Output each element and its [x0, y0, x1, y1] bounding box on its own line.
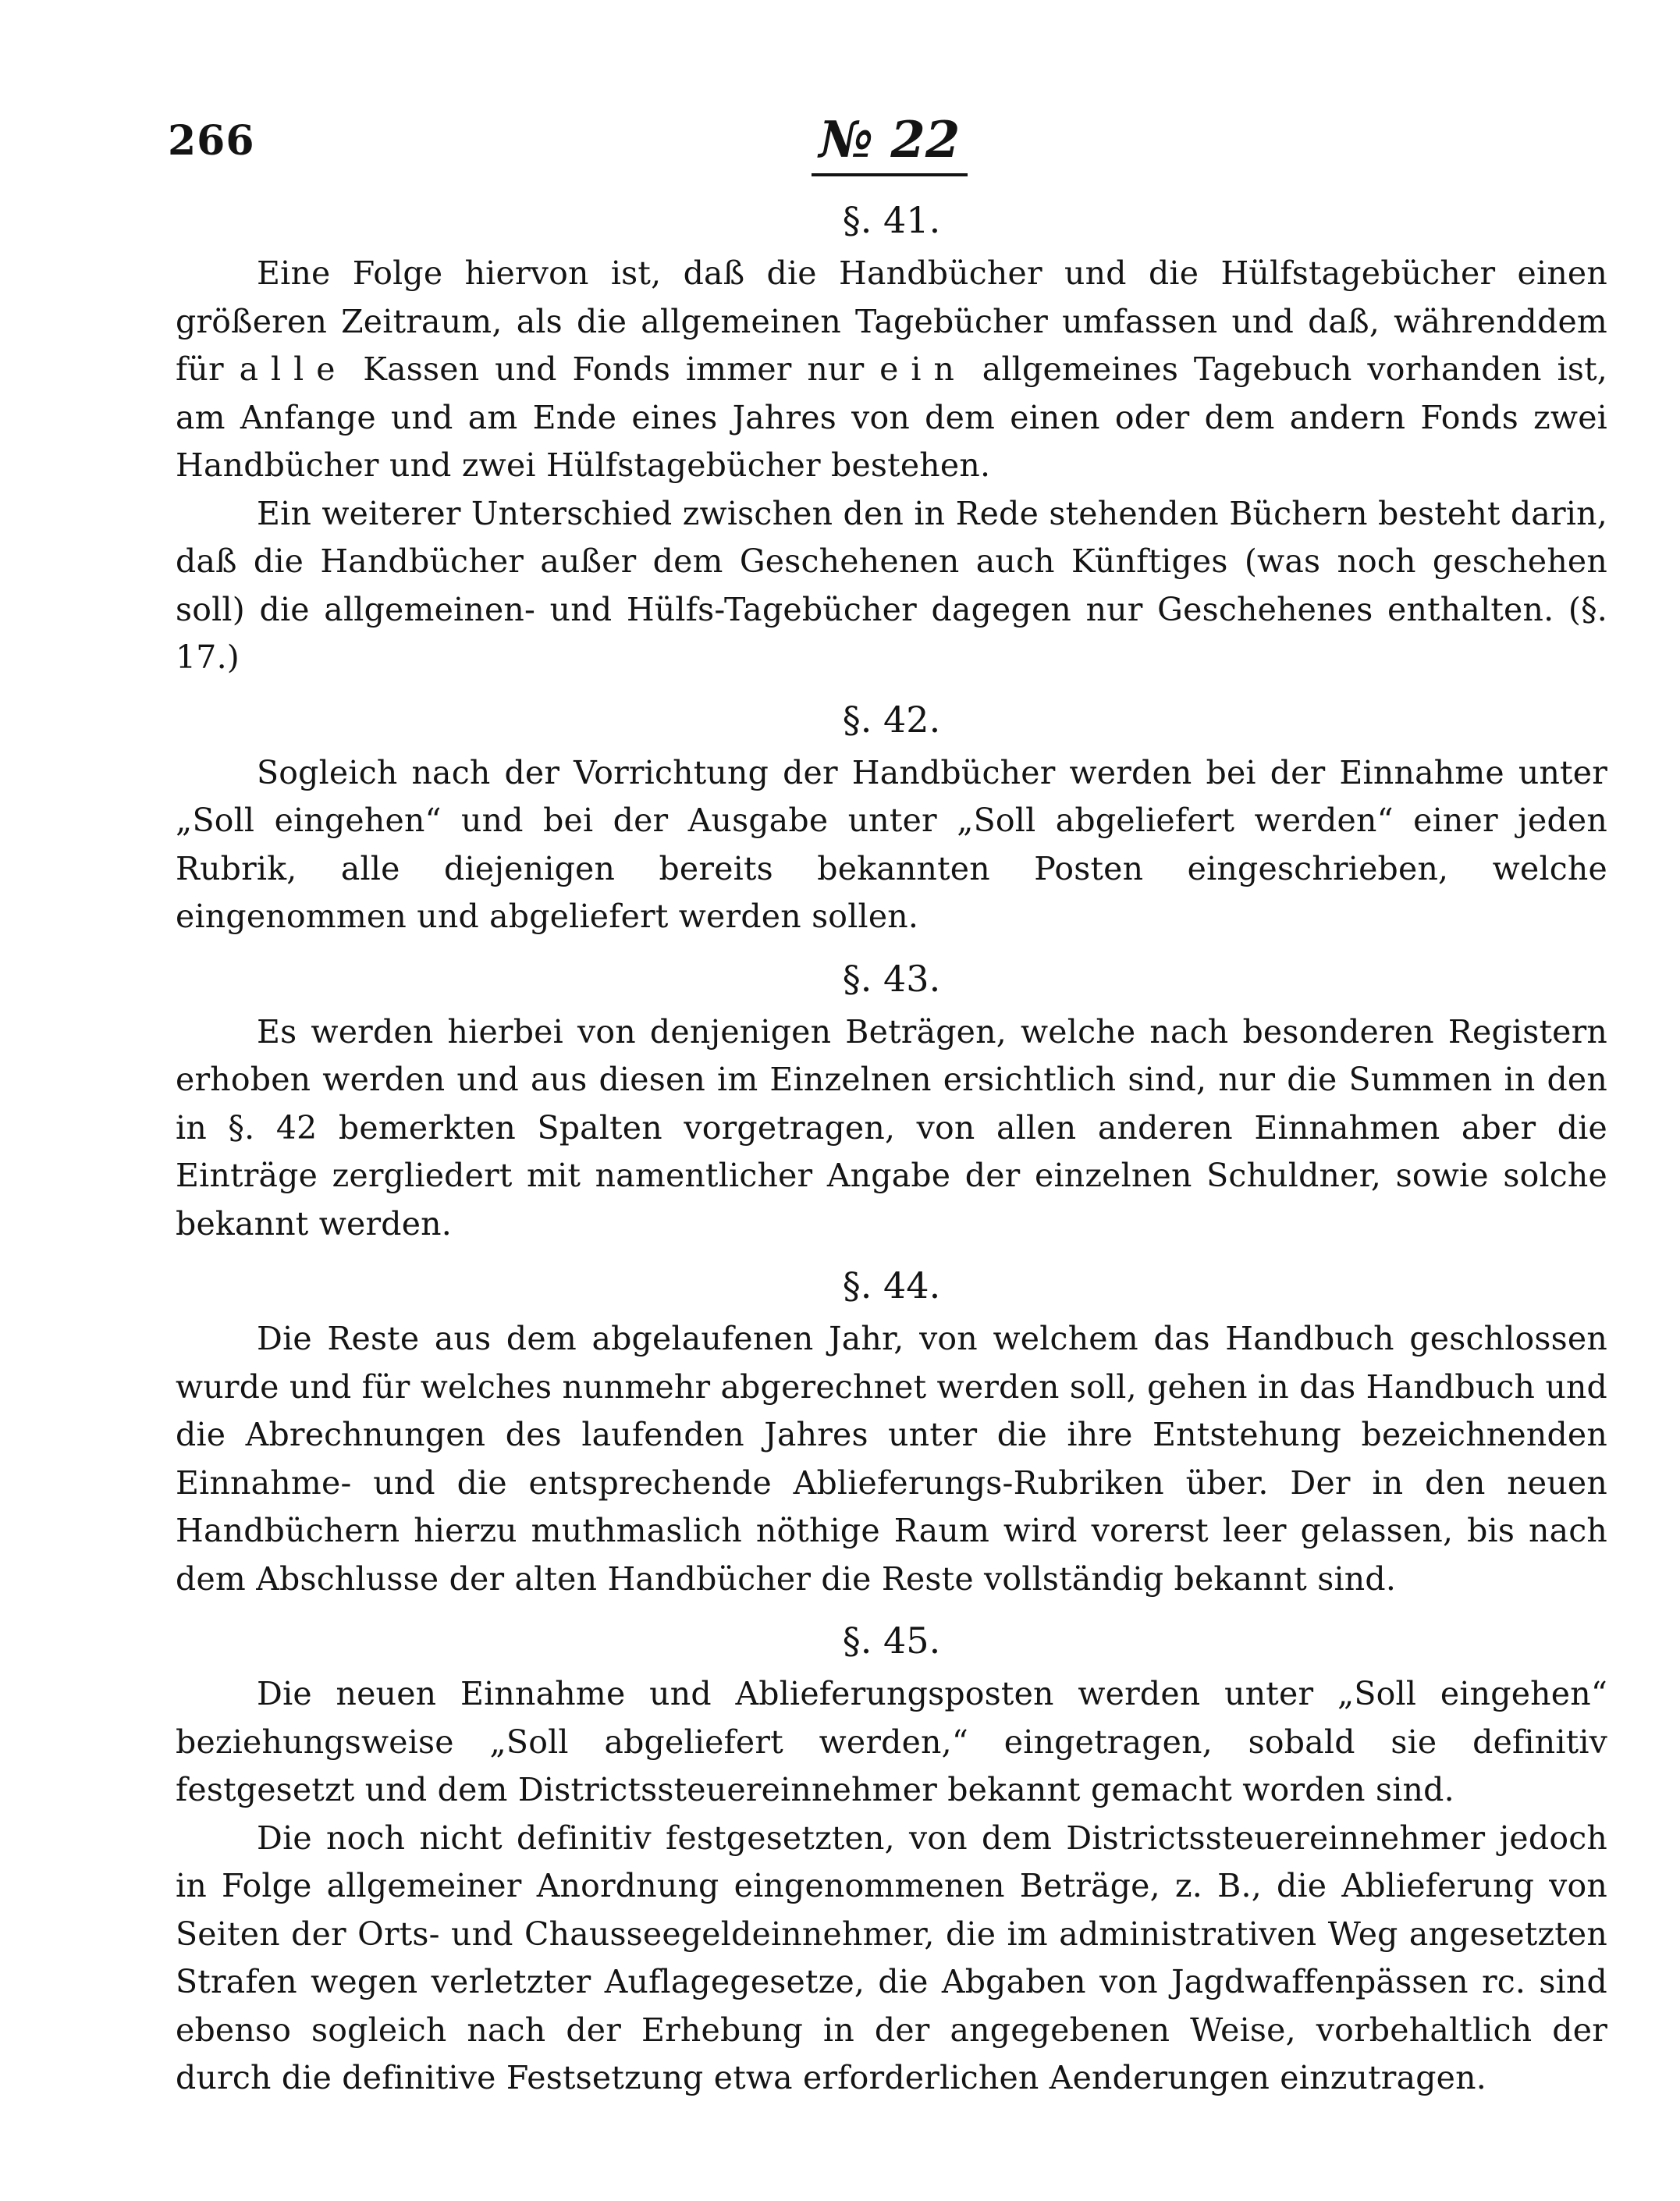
section-43-paragraph-1: Es werden hierbei von denjenigen Beträgen, welche nach besonderen Registern erhoben werden und aus diesen im Einzelnen ersichtlich sind, nur die Summen in den in §. 42 bemerkten Spalten vorgetragen, von allen anderen Einnahmen aber die Einträge zergliedert mit namentlicher Angabe der einzelnen Schuldner, sowie solche bekannt werden.	[176, 1012, 1607, 1243]
section-heading-41: §. 41.	[842, 199, 941, 241]
document-body	[176, 197, 1607, 2103]
section-heading-45: §. 45.	[842, 1620, 941, 1662]
section-45-paragraph-1: Die neuen Einnahme und Ablieferungsposten werden unter „Soll eingehen“ beziehungsweise „Soll abgeliefert werden,“ eingetragen, sobald sie definitiv festgesetzt und dem Districtssteuereinnehmer bekannt gemacht worden sind.	[176, 1675, 1607, 1808]
text-run: Kassen und Fonds immer nur	[347, 350, 880, 388]
issue-number: № 22	[812, 109, 968, 176]
section-45-paragraph-2: Die noch nicht definitiv festgesetzten, von dem Districtssteuereinnehmer jedoch in Folge allgemeiner Anordnung eingenommenen Beträge, z. B., die Ablieferung von Seiten der Orts- und Chausseegeldeinnehmer, die im administrativen Weg angesetzten Strafen wegen verletzter Auflagegesetze, die Abgaben von Jagdwaffenpässen rc. sind ebenso sogleich nach der Erhebung in der angegebenen Weise, vorbehaltlich der durch die definitive Festsetzung etwa erforderlichen Aenderungen einzutragen.	[176, 1819, 1607, 2096]
section-41-paragraph-1	[176, 250, 1607, 490]
section-heading-42: §. 42.	[842, 698, 941, 741]
spaced-word-ein: ein	[879, 350, 967, 388]
section-heading-43: §. 43.	[842, 957, 941, 1000]
page-number: 266	[168, 117, 255, 165]
section-42-paragraph-1: Sogleich nach der Vorrichtung der Handbücher werden bei der Einnahme unter „Soll eingehen“ und bei der Ausgabe unter „Soll abgeliefert werden“ einer jeden Rubrik, alle diejenigen bereits bekannten Posten eingeschrieben, welche eingenommen und abgeliefert werden sollen.	[176, 753, 1607, 935]
section-41-paragraph-2: Ein weiterer Unterschied zwischen den in Rede stehenden Büchern besteht darin, daß die Handbücher außer dem Geschehenen auch Künftiges (was noch geschehen soll) die allgemeinen- und Hülfs-Tagebücher dagegen nur Geschehenes enthalten. (§. 17.)	[176, 494, 1607, 676]
section-44-paragraph-1: Die Reste aus dem abgelaufenen Jahr, von welchem das Handbuch geschlossen wurde und für welches nunmehr abgerechnet werden soll, gehen in das Handbuch und die Abrechnungen des laufenden Jahres unter die ihre Entstehung bezeichnenden Einnahme- und die entsprechende Ablieferungs-Rubriken über. Der in den neuen Handbüchern hierzu muthmaslich nöthige Raum wird vorerst leer gelassen, bis nach dem Abschlusse der alten Handbücher die Reste vollständig bekannt sind.	[176, 1320, 1607, 1598]
text-run: allgemeines Tagebuch vorhanden ist, am Anfange und am Ende eines Jahres von dem einen oder dem andern Fonds zwei Handbücher und zwei Hülfstagebücher bestehen.	[176, 350, 1608, 484]
text-run: Eine Folge hiervon ist, daß die Handbücher und die Hülfstagebücher einen größeren Zeitraum, als die allgemeinen Tagebücher umfassen und daß, währenddem für	[176, 254, 1607, 388]
spaced-word-alle: alle	[239, 350, 348, 388]
section-heading-44: §. 44.	[842, 1264, 941, 1307]
